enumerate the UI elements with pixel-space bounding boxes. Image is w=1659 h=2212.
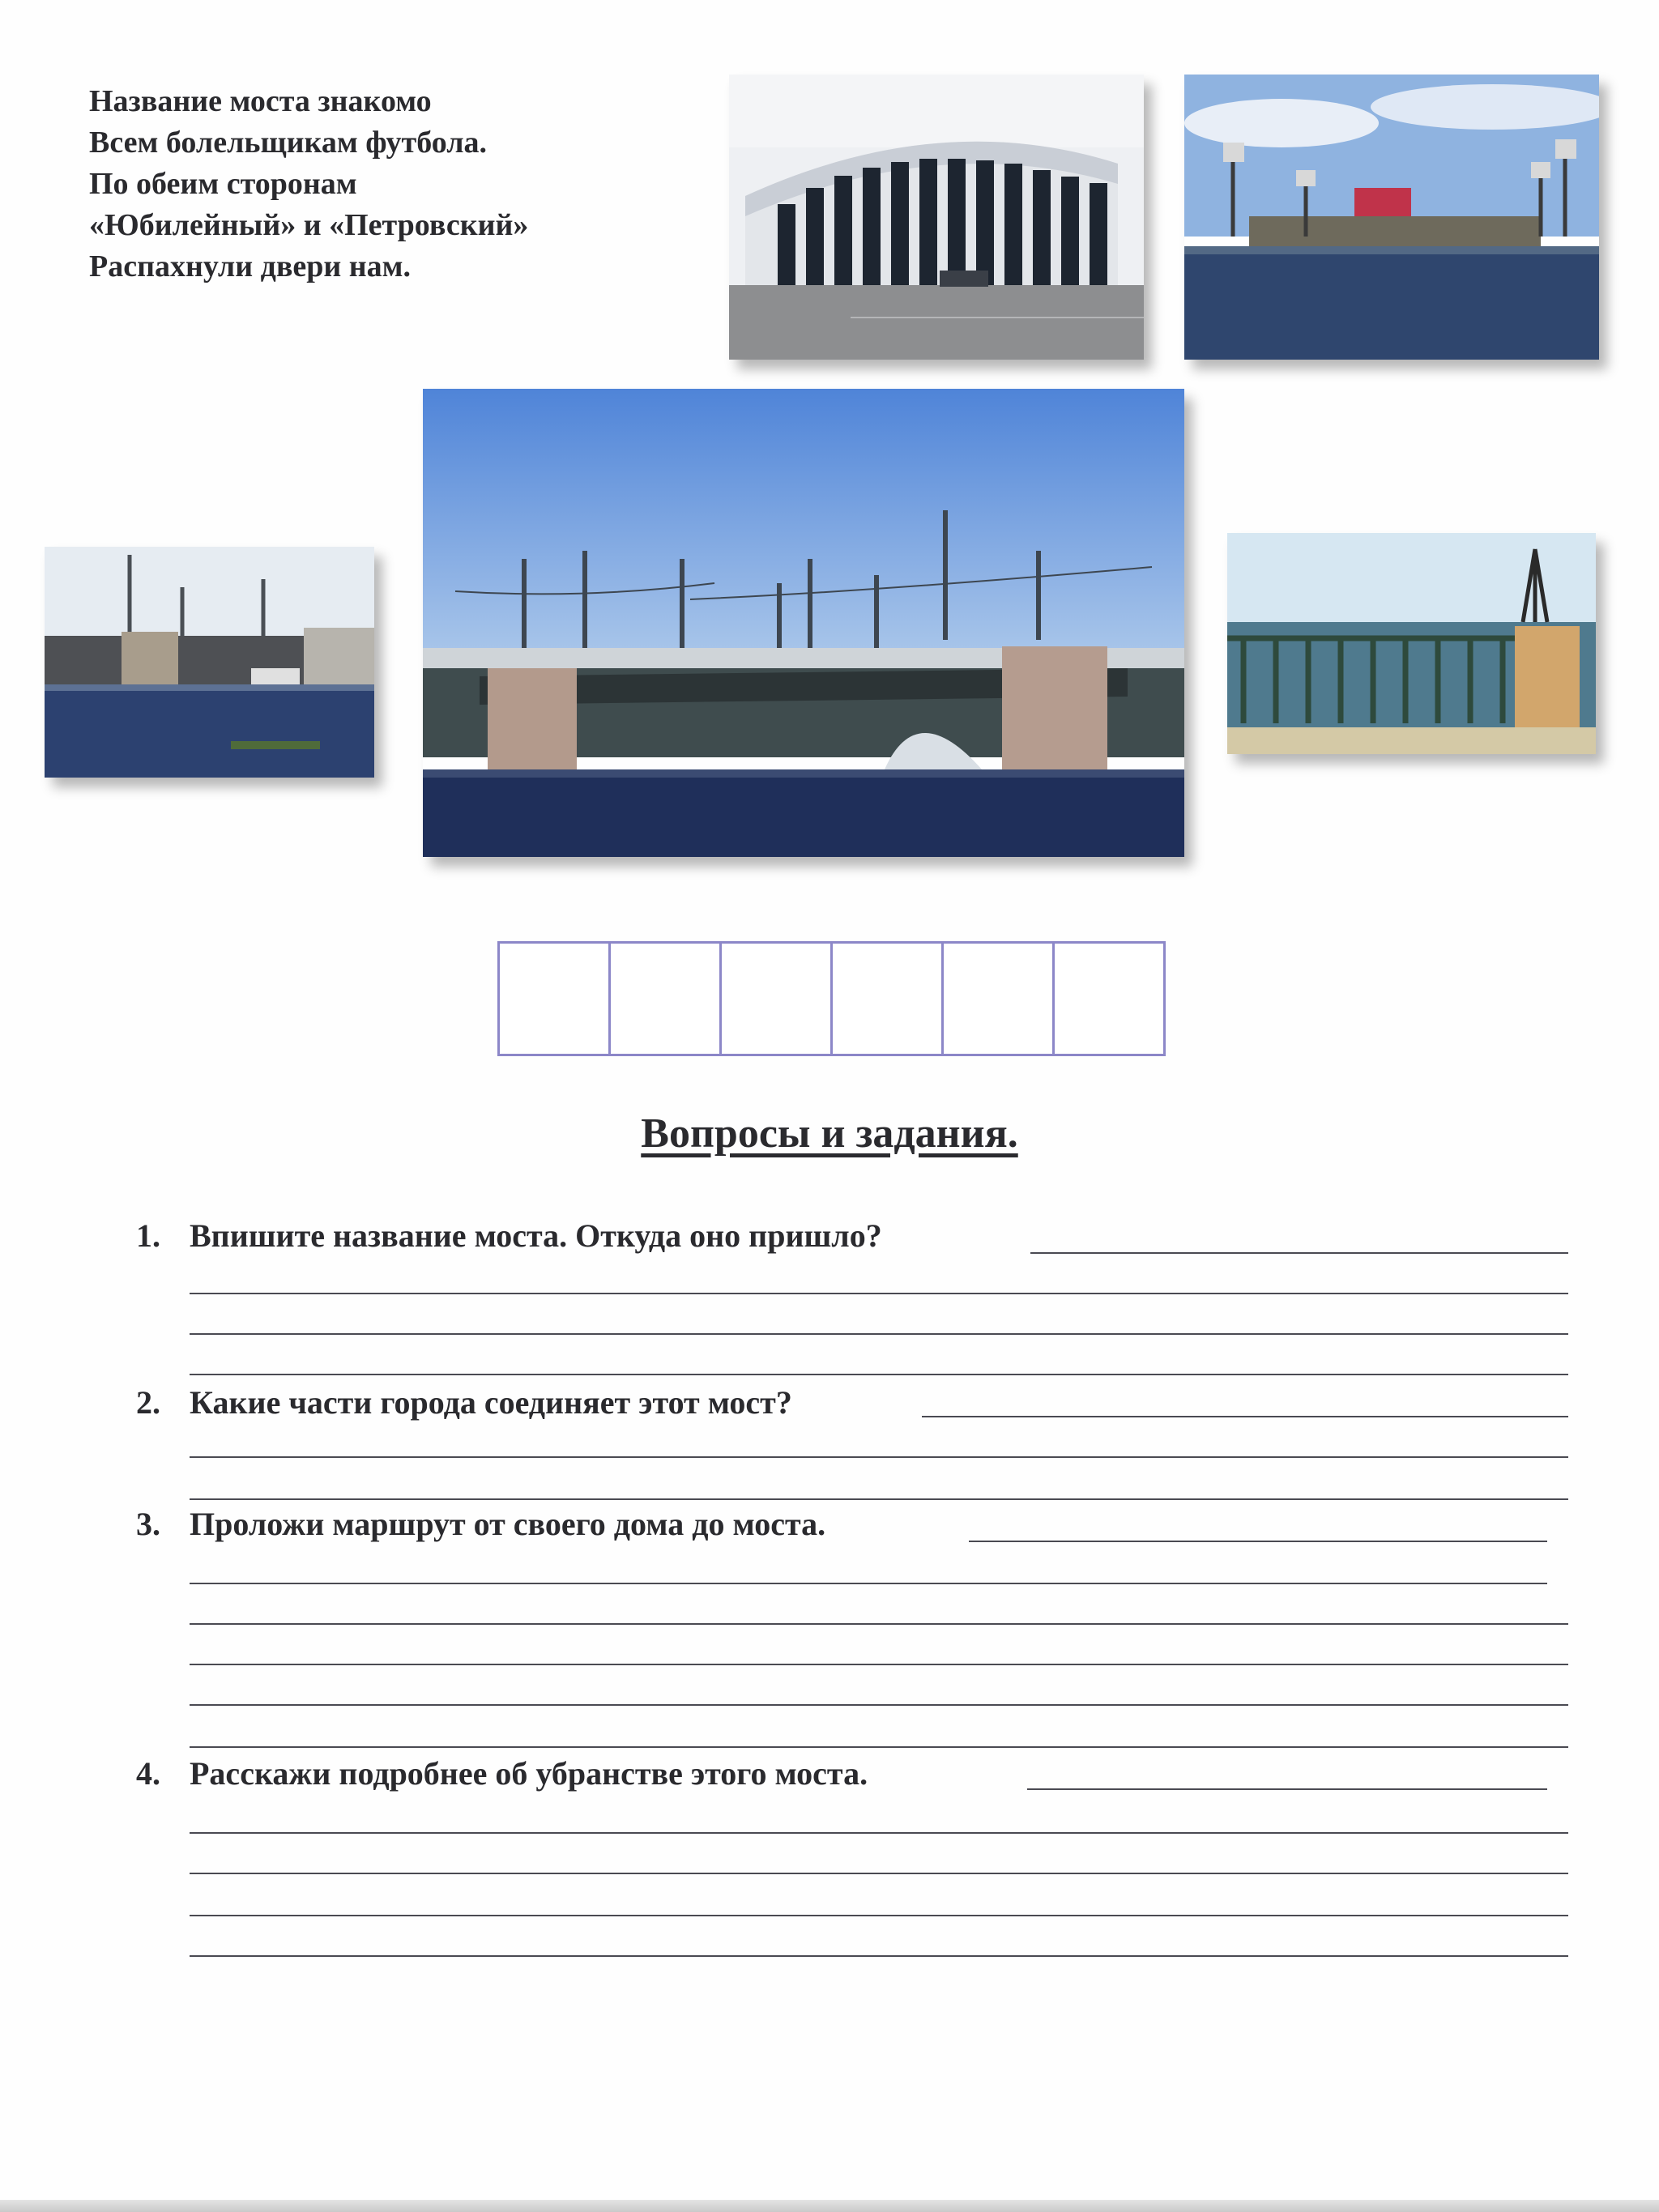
answer-box[interactable] — [941, 941, 1055, 1056]
answer-line[interactable] — [190, 1498, 1568, 1500]
answer-line[interactable] — [190, 1915, 1568, 1916]
answer-line[interactable] — [190, 1456, 1568, 1458]
answer-line[interactable] — [190, 1333, 1568, 1335]
question-text: Впишите название моста. Откуда оно пришло? — [190, 1217, 882, 1254]
answer-line[interactable] — [190, 1704, 1568, 1706]
answer-line[interactable] — [190, 1955, 1568, 1957]
answer-line[interactable] — [969, 1541, 1547, 1542]
poem-line: По обеим сторонам — [89, 167, 357, 201]
answer-box[interactable] — [608, 941, 722, 1056]
question-number: 1. — [136, 1217, 160, 1254]
answer-line[interactable] — [1030, 1252, 1568, 1254]
poem-line: Распахнули двери нам. — [89, 249, 412, 283]
section-title: Вопросы и задания. — [641, 1110, 1018, 1157]
poem-line: Всем болельщикам футбола. — [89, 126, 488, 160]
answer-line[interactable] — [190, 1293, 1568, 1294]
question-text: Расскажи подробнее об убранстве этого моста. — [190, 1755, 868, 1792]
answer-boxes[interactable] — [497, 941, 1163, 1056]
question-number: 3. — [136, 1506, 160, 1542]
answer-box[interactable] — [497, 941, 611, 1056]
question-1 — [136, 1217, 882, 1255]
answer-line[interactable] — [190, 1623, 1568, 1625]
answer-box[interactable] — [719, 941, 833, 1056]
question-2 — [136, 1383, 792, 1421]
poem-line: Название моста знакомо — [89, 84, 432, 118]
poem-line: «Юбилейный» и «Петровский» — [89, 208, 529, 242]
question-number: 2. — [136, 1384, 160, 1421]
photo-bridge-side-view — [45, 547, 374, 778]
question-number: 4. — [136, 1755, 160, 1792]
answer-box[interactable] — [830, 941, 944, 1056]
photo-bridge-railing — [1227, 533, 1596, 754]
answer-box[interactable] — [1052, 941, 1166, 1056]
answer-line[interactable] — [1027, 1788, 1547, 1790]
answer-line[interactable] — [922, 1416, 1568, 1417]
question-text: Проложи маршрут от своего дома до моста. — [190, 1506, 826, 1542]
page-bottom-edge — [0, 2200, 1659, 2212]
question-text: Какие части города соединяет этот мост? — [190, 1384, 792, 1421]
photo-yubileyny-arena — [729, 75, 1144, 360]
photo-petrovsky-stadium — [1184, 75, 1599, 360]
answer-line[interactable] — [190, 1583, 1547, 1584]
question-4 — [136, 1754, 868, 1792]
photo-bridge-main — [423, 389, 1184, 857]
answer-line[interactable] — [190, 1746, 1568, 1748]
answer-line[interactable] — [190, 1374, 1568, 1375]
answer-line[interactable] — [190, 1664, 1568, 1665]
question-3 — [136, 1505, 825, 1543]
poem — [89, 81, 528, 288]
answer-line[interactable] — [190, 1873, 1568, 1874]
answer-line[interactable] — [190, 1832, 1568, 1834]
